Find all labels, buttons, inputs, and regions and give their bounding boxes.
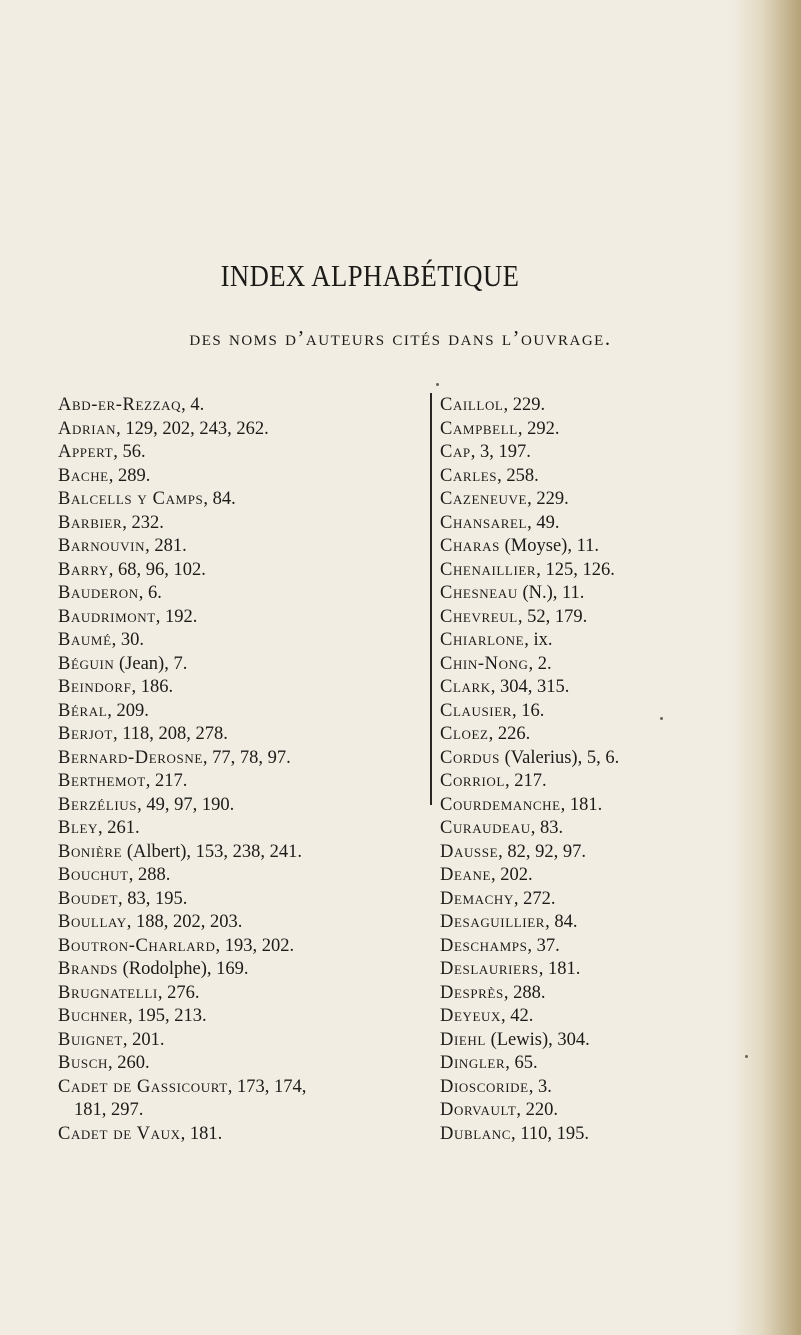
page-references: , 276. [157,982,200,1003]
page-references: , 56. [113,442,146,462]
index-entry [440,747,770,771]
author-name: Dingler [440,1053,506,1073]
page-references: , 173, 174, [227,1076,307,1097]
author-name: Buchner [58,1006,128,1026]
page-references: , 37. [527,935,560,956]
page-references: , 201. [122,1029,165,1050]
author-name: Curaudeau [440,818,531,838]
page-references: , 281. [145,536,187,556]
author-name: Clausier [440,700,513,721]
author-name: Berjot [58,724,113,744]
index-entry [440,1005,770,1029]
author-name: Baudrimont [58,606,156,627]
index-entry [440,1029,770,1053]
author-name: Corriol [440,771,505,791]
index-entry [58,1099,418,1123]
page-references: , 209. [107,700,149,721]
index-entry [440,911,770,935]
index-entry [58,1052,418,1076]
index-entry [58,982,418,1006]
index-entry [58,747,418,771]
author-name: Abd-er-Rezzaq [58,395,182,415]
page-references: , 181. [560,794,603,815]
index-entry [58,418,418,442]
author-name: Cadet de Vaux [58,1123,181,1144]
page-references: , 42. [501,1006,534,1026]
author-name: Bley [58,818,99,838]
page-references: , 84. [203,489,236,509]
author-name: Dausse [440,841,499,862]
author-name: Cap [440,442,471,462]
index-entry [440,441,770,465]
column-divider [430,393,432,805]
page-references: (Lewis), 304. [485,1029,590,1050]
index-entry [58,465,418,489]
page-references: , 288. [503,982,546,1003]
index-entry [58,817,418,841]
page-references: , 292. [517,418,560,439]
page-references: , 232. [122,512,164,533]
author-name: Barry [58,559,109,580]
index-entry [58,1005,418,1029]
index-entry [58,582,418,606]
page-references: , 84. [545,912,578,932]
page-references: , 186. [131,677,174,697]
index-entry [440,653,770,677]
page-references: , 217. [145,771,188,791]
index-entry [58,700,418,724]
speck [660,717,663,720]
page-references: , 193, 202. [215,935,295,956]
index-entry [58,911,418,935]
index-entry [440,1099,770,1123]
author-name: Courdemanche [440,794,561,815]
index-entry [440,465,770,489]
page-references: (Albert), 153, 238, 241. [122,841,303,862]
author-name: Berthemot [58,771,146,791]
index-entry [58,1123,418,1147]
index-entry [58,935,418,959]
index-entry [440,700,770,724]
page-references: , 258. [497,465,539,486]
page-references: , 83. [530,818,564,838]
index-entry [440,394,770,418]
index-entry [58,488,418,512]
author-name: Béguin [58,653,115,674]
index-entry [440,770,770,794]
author-name: Boutron-Charlard [58,935,216,956]
author-name: Caillol [440,395,504,415]
author-name: Boullay [58,912,127,932]
page-references: , 272. [513,888,556,909]
author-name: Charas [440,536,501,556]
page-references: , 229. [503,395,546,415]
page-references: , 65. [505,1053,538,1073]
index-entry [58,653,418,677]
author-name: Cordus [440,747,501,768]
author-name: Dioscoride [440,1076,529,1097]
index-entry [58,864,418,888]
page-references: (Rodolphe), 169. [118,959,249,979]
index-entry [440,559,770,583]
page-references: , 181. [180,1123,223,1144]
author-name: Chansarel [440,512,528,533]
author-name: Deane [440,865,492,885]
index-entry [58,794,418,818]
page-references: , 118, 208, 278. [112,724,228,744]
page-references: , 226. [488,724,531,744]
page-references: , 4. [181,395,205,415]
author-name: Adrian [58,418,117,439]
index-column-right [440,394,770,1146]
page-references: , 82, 92, 97. [498,841,587,862]
index-entry [440,1076,770,1100]
author-name: Dublanc [440,1123,512,1144]
index-entry [440,1052,770,1076]
index-entry [440,606,770,630]
page-references: , 6. [138,583,162,603]
index-entry [440,864,770,888]
page-references: , 52, 179. [517,606,588,627]
index-entry [58,676,418,700]
page-references: , 129, 202, 243, 262. [116,418,269,439]
author-name: Brands [58,959,119,979]
page-references: , 68, 96, 102. [108,559,206,580]
index-entry [58,888,418,912]
author-name: Busch [58,1053,109,1073]
index-entry [58,1076,418,1100]
page-references: , 181. [538,959,581,979]
author-name: Chiarlone [440,630,525,650]
index-entry [440,535,770,559]
author-name: Bauderon [58,583,139,603]
page-references: , 260. [108,1053,150,1073]
index-entry [58,629,418,653]
index-entry [440,629,770,653]
index-entry [440,958,770,982]
page-references: , 30. [111,630,144,650]
index-entry [440,817,770,841]
page-references: , 229. [527,489,569,509]
page-references: , 220. [516,1100,558,1120]
author-name: Deyeux [440,1006,502,1026]
author-name: Cadet de Gassicourt [58,1076,228,1097]
page-references: , 195, 213. [128,1006,207,1026]
index-entry [440,888,770,912]
index-entry [440,418,770,442]
page-references: , 192. [155,606,198,627]
author-name: Bonière [58,841,123,862]
page-references: , 261. [98,818,140,838]
author-name: Deslauriers [440,959,539,979]
page-references: (N.), 11. [517,583,585,603]
author-name: Barnouvin [58,536,146,556]
page-references: (Jean), 7. [114,653,188,674]
author-name: Diehl [440,1029,486,1050]
author-name: Balcells y Camps [58,489,204,509]
index-entry [440,723,770,747]
index-entry [440,1123,770,1147]
author-name: Bouchut [58,865,129,885]
author-name: Campbell [440,418,518,439]
page-references: , 217. [504,771,547,791]
page-references: (Valerius), 5, 6. [500,747,620,768]
index-entry [440,488,770,512]
index-entry [58,1029,418,1053]
author-name: Boudet [58,888,118,909]
index-entry [440,794,770,818]
speck [436,383,439,386]
speck [745,1055,748,1058]
page-references: 181, 297. [74,1100,144,1120]
author-name: Bernard-Derosne [58,747,203,768]
page-references: , 2. [528,653,552,674]
index-entry [58,512,418,536]
author-name: Béral [58,700,108,721]
author-name: Chesneau [440,583,518,603]
index-entry [58,841,418,865]
index-entry [440,935,770,959]
page-references: , 202. [491,865,533,885]
page-subtitle: des noms d’auteurs cités dans l’ouvrage. [189,326,612,350]
author-name: Chenaillier [440,559,537,580]
author-name: Beindorf [58,677,132,697]
page-references: , 3. [528,1076,552,1097]
index-entry [58,535,418,559]
page-references: , 125, 126. [536,559,615,580]
index-entry [58,394,418,418]
index-entry [440,841,770,865]
page-references: , 288. [128,865,171,885]
page-references: , 77, 78, 97. [202,747,291,768]
index-entry [58,723,418,747]
page-references: , 16. [512,700,545,721]
author-name: Cloez [440,724,489,744]
author-name: Barbier [58,512,123,533]
page-references: , 3, 197. [470,442,531,462]
page-references: , 110, 195. [511,1123,589,1144]
author-name: Appert [58,442,114,462]
author-name: Demachy [440,888,514,909]
page-references: , 188, 202, 203. [126,912,243,932]
author-name: Dorvault [440,1100,517,1120]
author-name: Desaguillier [440,912,546,932]
author-name: Chin-Nong [440,653,529,674]
author-name: Desprès [440,982,504,1003]
page-title: INDEX ALPHABÉTIQUE [220,258,520,293]
author-name: Brugnatelli [58,982,158,1003]
index-entry [440,676,770,700]
index-entry [58,559,418,583]
index-entry [58,770,418,794]
page-references: , 83, 195. [118,888,188,909]
author-name: Carles [440,465,498,486]
index-entry [440,582,770,606]
page-references: , 49. [527,512,560,533]
author-name: Chevreul [440,606,518,627]
author-name: Berzélius [58,794,138,815]
author-name: Baumé [58,630,112,650]
author-name: Buignet [58,1029,123,1050]
author-name: Deschamps [440,935,528,956]
page-references: , ix. [524,630,553,650]
page-references: , 49, 97, 190. [137,794,235,815]
page-references: , 289. [108,465,151,486]
author-name: Clark [440,677,491,697]
index-entry [58,441,418,465]
index-entry [58,606,418,630]
index-entry [440,512,770,536]
author-name: Bache [58,465,109,486]
index-entry [440,982,770,1006]
index-column-left [58,394,418,1146]
index-entry [58,958,418,982]
page-references: (Moyse), 11. [500,536,600,556]
author-name: Cazeneuve [440,489,528,509]
page-references: , 304, 315. [490,677,570,697]
